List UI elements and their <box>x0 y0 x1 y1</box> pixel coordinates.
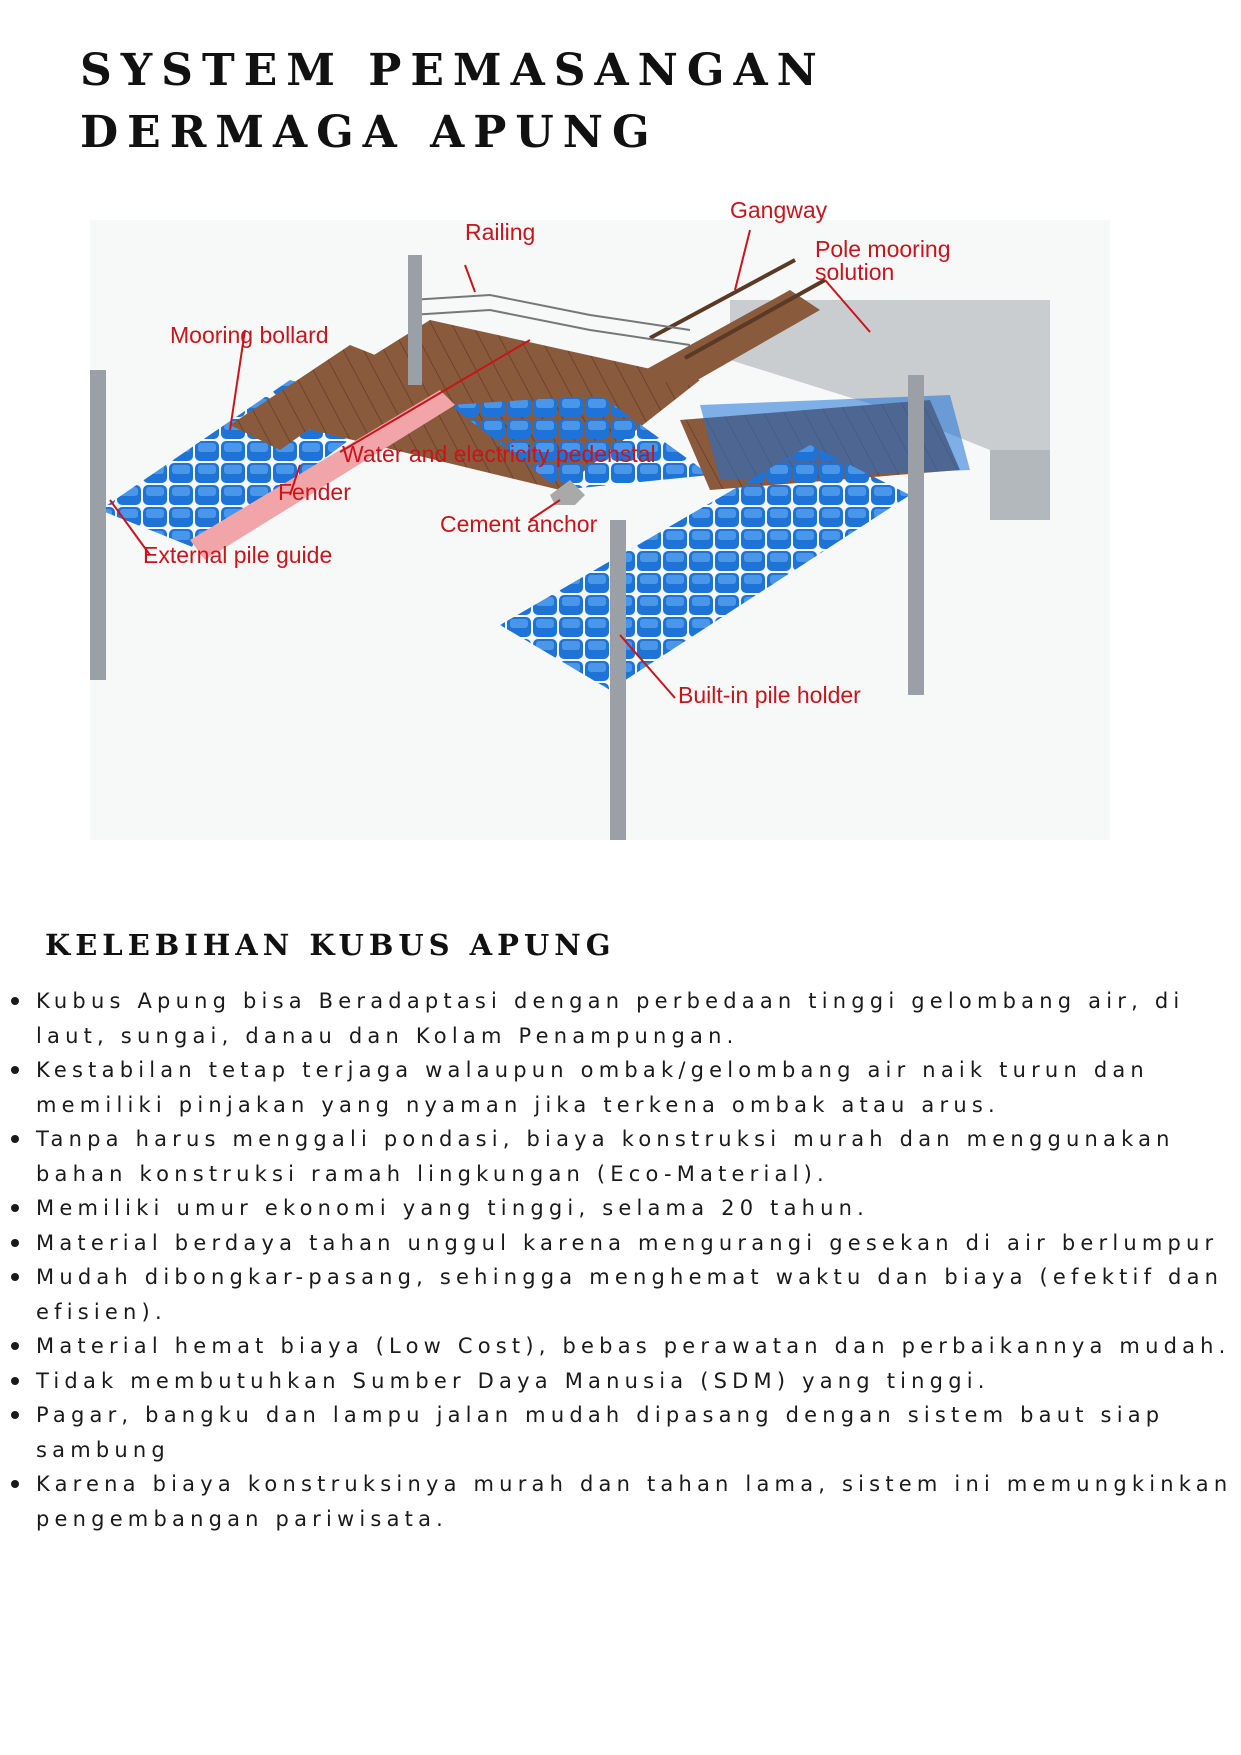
list-item <box>8 1191 1233 1226</box>
section-heading: KELEBIHAN KUBUS APUNG <box>45 928 616 962</box>
label-water-pedestal: Water and electricity pedenstal <box>342 441 656 467</box>
pile-top <box>408 255 422 385</box>
list-item-text: Material hemat biaya (Low Cost), bebas perawatan dan perbaikannya mudah. <box>36 1334 1231 1358</box>
list-item-text: Memiliki umur ekonomi yang tinggi, selama 20 tahun. <box>36 1196 870 1220</box>
advantages-list <box>8 984 1233 1536</box>
pile-center <box>610 520 626 840</box>
bullet-icon <box>11 1480 19 1488</box>
floating-dock-illustration <box>90 197 1110 840</box>
label-cement-anchor: Cement anchor <box>440 511 598 537</box>
concrete-wall-side <box>990 450 1050 520</box>
page-title-line-1: SYSTEM PEMASANGAN <box>80 45 826 96</box>
list-item <box>8 1364 1233 1399</box>
list-item <box>8 1467 1233 1536</box>
bullet-icon <box>11 1135 19 1143</box>
pile-right <box>908 375 924 695</box>
list-item <box>8 1122 1233 1191</box>
bullet-icon <box>11 1411 19 1419</box>
page-title-line-2: DERMAGA APUNG <box>80 107 659 158</box>
label-pole-mooring-2: solution <box>815 259 895 285</box>
label-pole-mooring-1: Pole mooring <box>815 236 951 262</box>
bullet-icon <box>11 1273 19 1281</box>
page-title <box>80 40 826 164</box>
label-mooring-bollard: Mooring bollard <box>170 322 329 348</box>
list-item-text: Karena biaya konstruksinya murah dan tahan lama, sistem ini memungkinkan pengembangan pariwisata. <box>36 1472 1233 1531</box>
bullet-icon <box>11 1066 19 1074</box>
list-item-text: Pagar, bangku dan lampu jalan mudah dipasang dengan sistem baut siap sambung <box>36 1403 1165 1462</box>
bullet-icon <box>11 1342 19 1350</box>
list-item <box>8 1053 1233 1122</box>
bullet-icon <box>11 1204 19 1212</box>
list-item-text: Tanpa harus menggali pondasi, biaya konstruksi murah dan menggunakan bahan konstruksi ramah lingkungan (Eco-Material). <box>36 1127 1175 1186</box>
list-item <box>8 1329 1233 1364</box>
label-fender: Fender <box>278 479 351 505</box>
list-item <box>8 1260 1233 1329</box>
label-gangway-text: Gangway <box>730 197 828 223</box>
label-railing: Railing <box>465 219 536 245</box>
pile-left <box>90 370 106 680</box>
label-built-in-pile-holder: Built-in pile holder <box>678 682 861 708</box>
label-external-pile-guide: External pile guide <box>143 542 333 568</box>
list-item <box>8 984 1233 1053</box>
list-item-text: Material berdaya tahan unggul karena mengurangi gesekan di air berlumpur <box>36 1230 1219 1255</box>
list-item <box>8 1398 1233 1467</box>
list-item-text: Tidak membutuhkan Sumber Daya Manusia (SDM) yang tinggi. <box>36 1368 990 1393</box>
list-item-text: Kubus Apung bisa Beradaptasi dengan perbedaan tinggi gelombang air, di laut, sungai, danau dan Kolam Penampungan. <box>36 989 1185 1048</box>
bullet-icon <box>11 1239 19 1247</box>
bullet-icon <box>11 1377 19 1385</box>
dock-diagram <box>90 197 1110 840</box>
bullet-icon <box>11 997 19 1005</box>
list-item-text: Kestabilan tetap terjaga walaupun ombak/gelombang air naik turun dan memiliki pinjakan yang nyaman jika terkena ombak atau arus. <box>36 1058 1149 1117</box>
list-item <box>8 1226 1233 1261</box>
list-item-text: Mudah dibongkar-pasang, sehingga menghemat waktu dan biaya (efektif dan efisien). <box>36 1265 1224 1324</box>
